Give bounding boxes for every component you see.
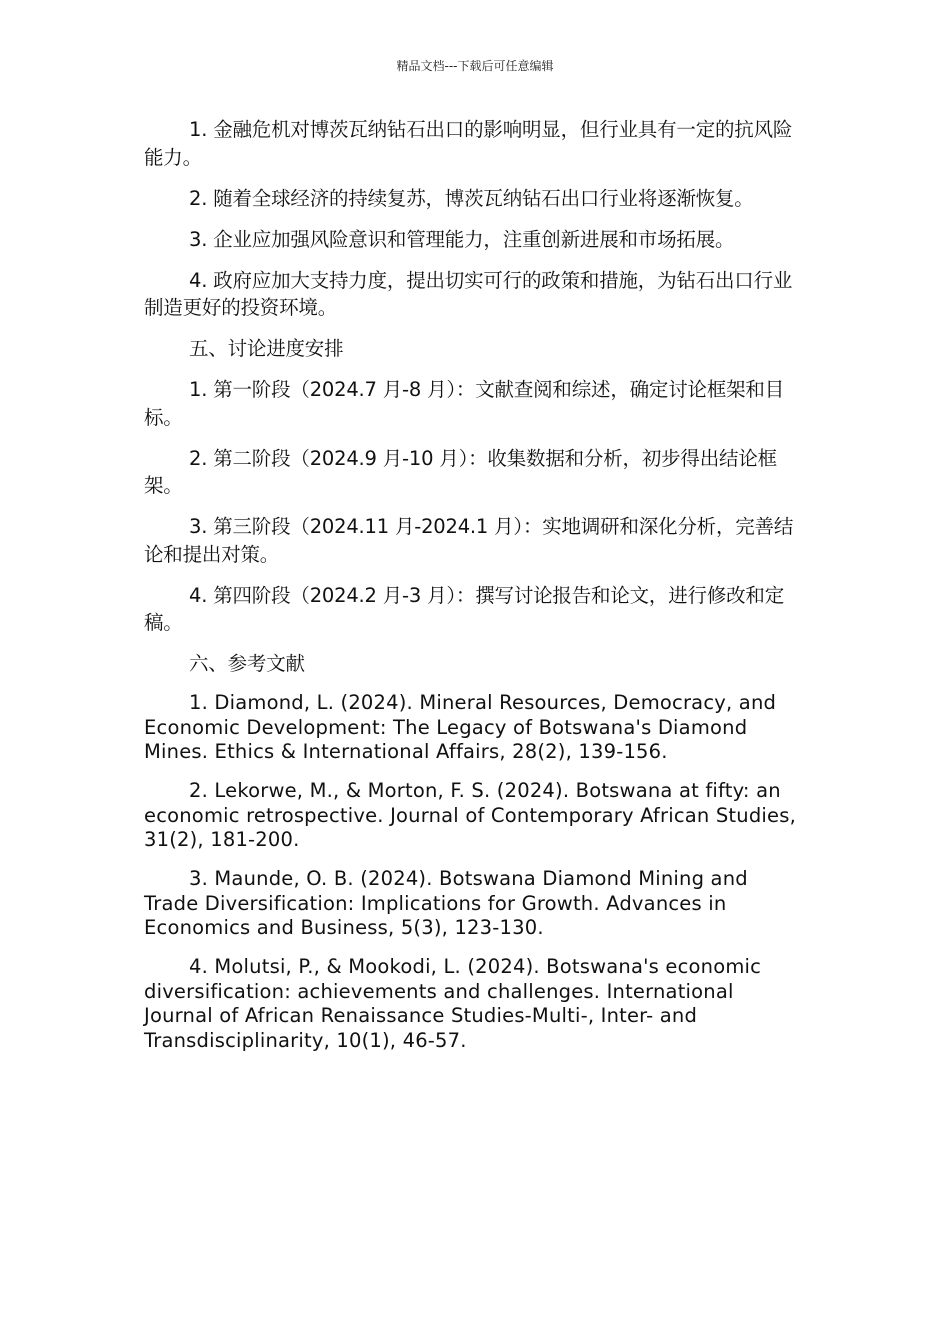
- schedule-item-3: 3. 第三阶段（2024.11 月-2024.1 月）：实地调研和深化分析，完善结论和提出对策。: [144, 515, 794, 566]
- schedule-item-2: 2. 第二阶段（2024.9 月-10 月）：收集数据和分析，初步得出结论框架。: [144, 446, 777, 497]
- conclusion-item-2: 2. 随着全球经济的持续复苏，博茨瓦纳钻石出口行业将逐渐恢复。: [189, 186, 754, 210]
- schedule-item-1: 1. 第一阶段（2024.7 月-8 月）：文献查阅和综述，确定讨论框架和目标。: [144, 378, 785, 429]
- section-heading-schedule: 五、讨论进度安排: [189, 337, 344, 360]
- schedule-item-4: 4. 第四阶段（2024.2 月-3 月）：撰写讨论报告和论文，进行修改和定稿。: [144, 583, 785, 634]
- reference-item-2: 2. Lekorwe, M., & Morton, F. S. (2024). Botswana at fifty: an economic retrospective. Journal of Contemporary African Studies, 31(2), 181-200.: [144, 779, 796, 851]
- page-header: 精品文档---下载后可任意编辑: [396, 59, 554, 73]
- section-heading-references: 六、参考文献: [189, 652, 305, 675]
- reference-item-3: 3. Maunde, O. B. (2024). Botswana Diamond Mining and Trade Diversification: Implications for Growth. Advances in Economics and Business, 5(3), 123-130.: [144, 867, 748, 939]
- conclusion-item-1: 1. 金融危机对博茨瓦纳钻石出口的影响明显，但行业具有一定的抗风险能力。: [144, 118, 793, 169]
- document-body: [144, 116, 808, 1068]
- conclusion-item-3: 3. 企业应加强风险意识和管理能力，注重创新进展和市场拓展。: [189, 227, 735, 251]
- reference-item-4: 4. Molutsi, P., & Mookodi, L. (2024). Botswana's economic diversification: achievements and challenges. International Journal of African Renaissance Studies-Multi-, Inter- and Transdisciplinarity, 10(1), 46-57.: [144, 955, 762, 1052]
- conclusion-item-4: 4. 政府应加大支持力度，提出切实可行的政策和措施，为钻石出口行业制造更好的投资环境。: [144, 268, 793, 319]
- reference-item-1: 1. Diamond, L. (2024). Mineral Resources, Democracy, and Economic Development: The Legacy of Botswana's Diamond Mines. Ethics & International Affairs, 28(2), 139-156.: [144, 691, 777, 763]
